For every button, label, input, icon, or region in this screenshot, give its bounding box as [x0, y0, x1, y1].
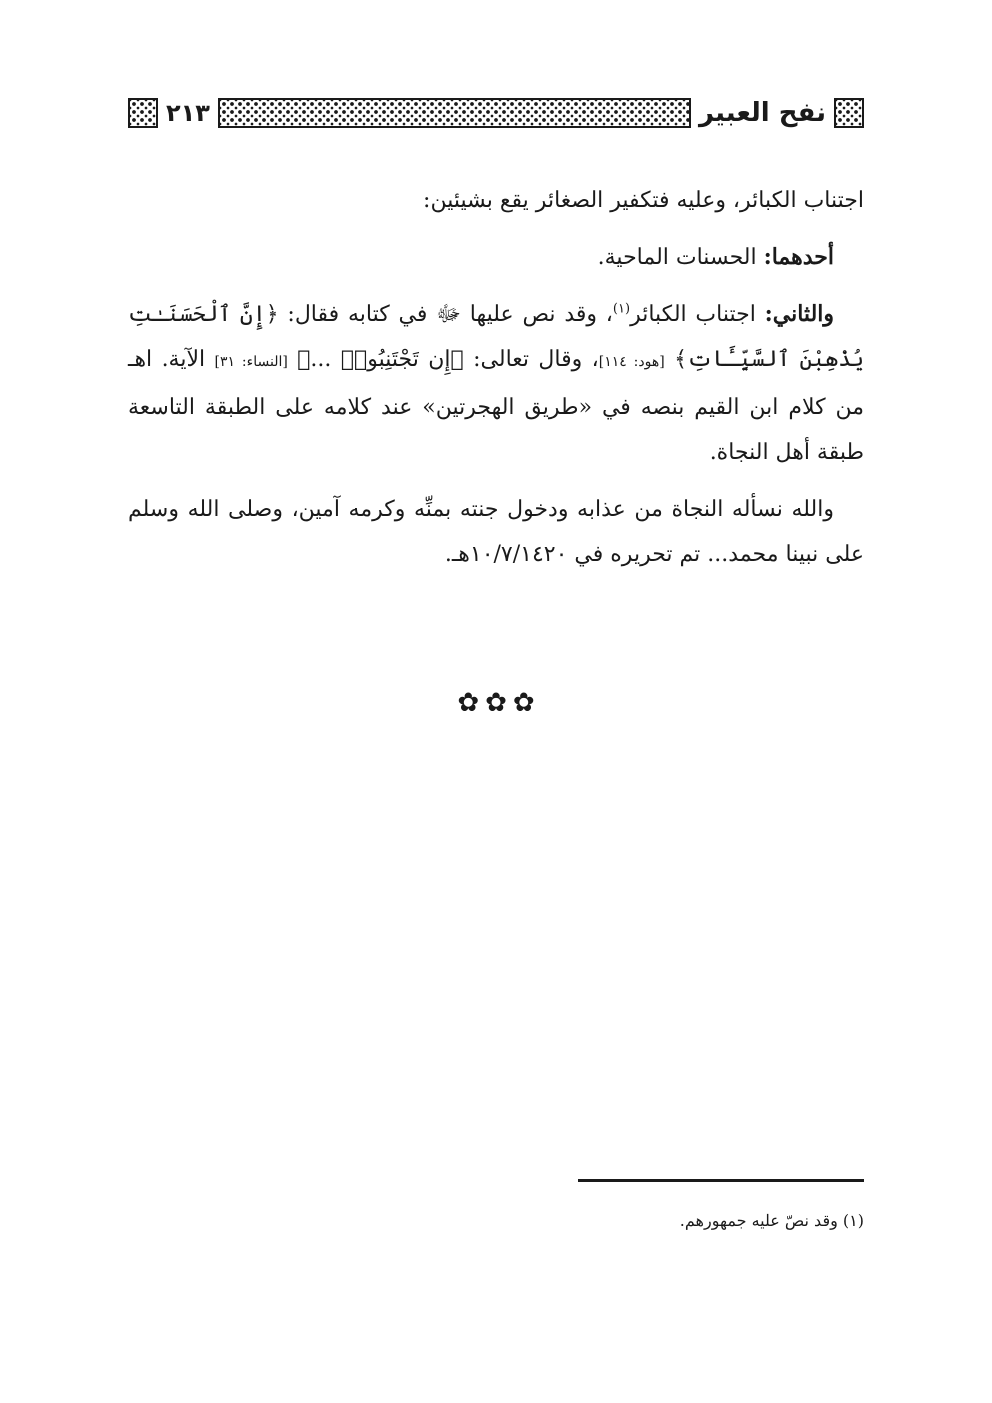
first-item-text: الحسنات الماحية. [597, 245, 764, 270]
header-ornament-right [834, 98, 864, 128]
paragraph-continuation: اجتناب الكبائر، وعليه فتكفير الصغائر يقع بشيئين: [423, 188, 864, 213]
paragraph-second-item [128, 292, 864, 475]
quran-verse-hud: ﴿إِنَّ ٱلْحَسَنَـٰتِ يُذْهِبْنَ ٱلسَّيِّـَٔاتِ﴾ [128, 302, 864, 372]
footnote-marker: (١) [842, 1211, 864, 1230]
header-ornament-band [218, 98, 691, 128]
footnote-1 [128, 1206, 864, 1236]
paragraph-first-item [128, 235, 864, 280]
second-item-term: والثاني: [764, 301, 835, 327]
running-header [128, 93, 864, 133]
page-number: ٢١٣ [166, 99, 210, 127]
second-item-text-a: اجتناب الكبائر [630, 302, 765, 327]
first-item-term: أحدهما: [763, 244, 834, 270]
paragraph-closing: والله نسأله النجاة من عذابه ودخول جنته بمنِّه وكرمه آمين، وصلى الله وسلم على نبينا محمد... تم تحريره في ١٠/٧/١٤٢٠هـ. [128, 497, 864, 567]
footnote-separator [578, 1179, 864, 1182]
page-body [128, 178, 864, 589]
flower-ornament-icon: ✿ [457, 688, 480, 718]
second-item-text-c: ، وقال تعالى: [463, 347, 599, 372]
book-title: نفح العبير [698, 98, 826, 128]
verse-reference-hud: [هود: ١١٤] [598, 354, 665, 370]
flower-ornament-icon: ✿ [512, 688, 535, 718]
second-item-text-b: ، وقد نص عليها ﷻ في كتابه فقال: [278, 302, 613, 327]
section-divider [446, 688, 546, 718]
quran-verse-nisa: ﴿إِن تَجْتَنِبُوا۟ ...﴾ [297, 347, 464, 372]
second-item-text-d: الآية. اهـ من كلام ابن القيم بنصه في «طريق الهجرتين» عند كلامه على الطبقة التاسعة طبقة أهل النجاة. [128, 347, 864, 465]
footnote-text: وقد نصّ عليه جمهورهم. [679, 1211, 843, 1230]
header-ornament-left [128, 98, 158, 128]
footnote-reference[interactable]: (١) [612, 301, 631, 317]
flower-ornament-icon: ✿ [485, 688, 507, 718]
verse-reference-nisa: [النساء: ٣١] [214, 354, 288, 370]
